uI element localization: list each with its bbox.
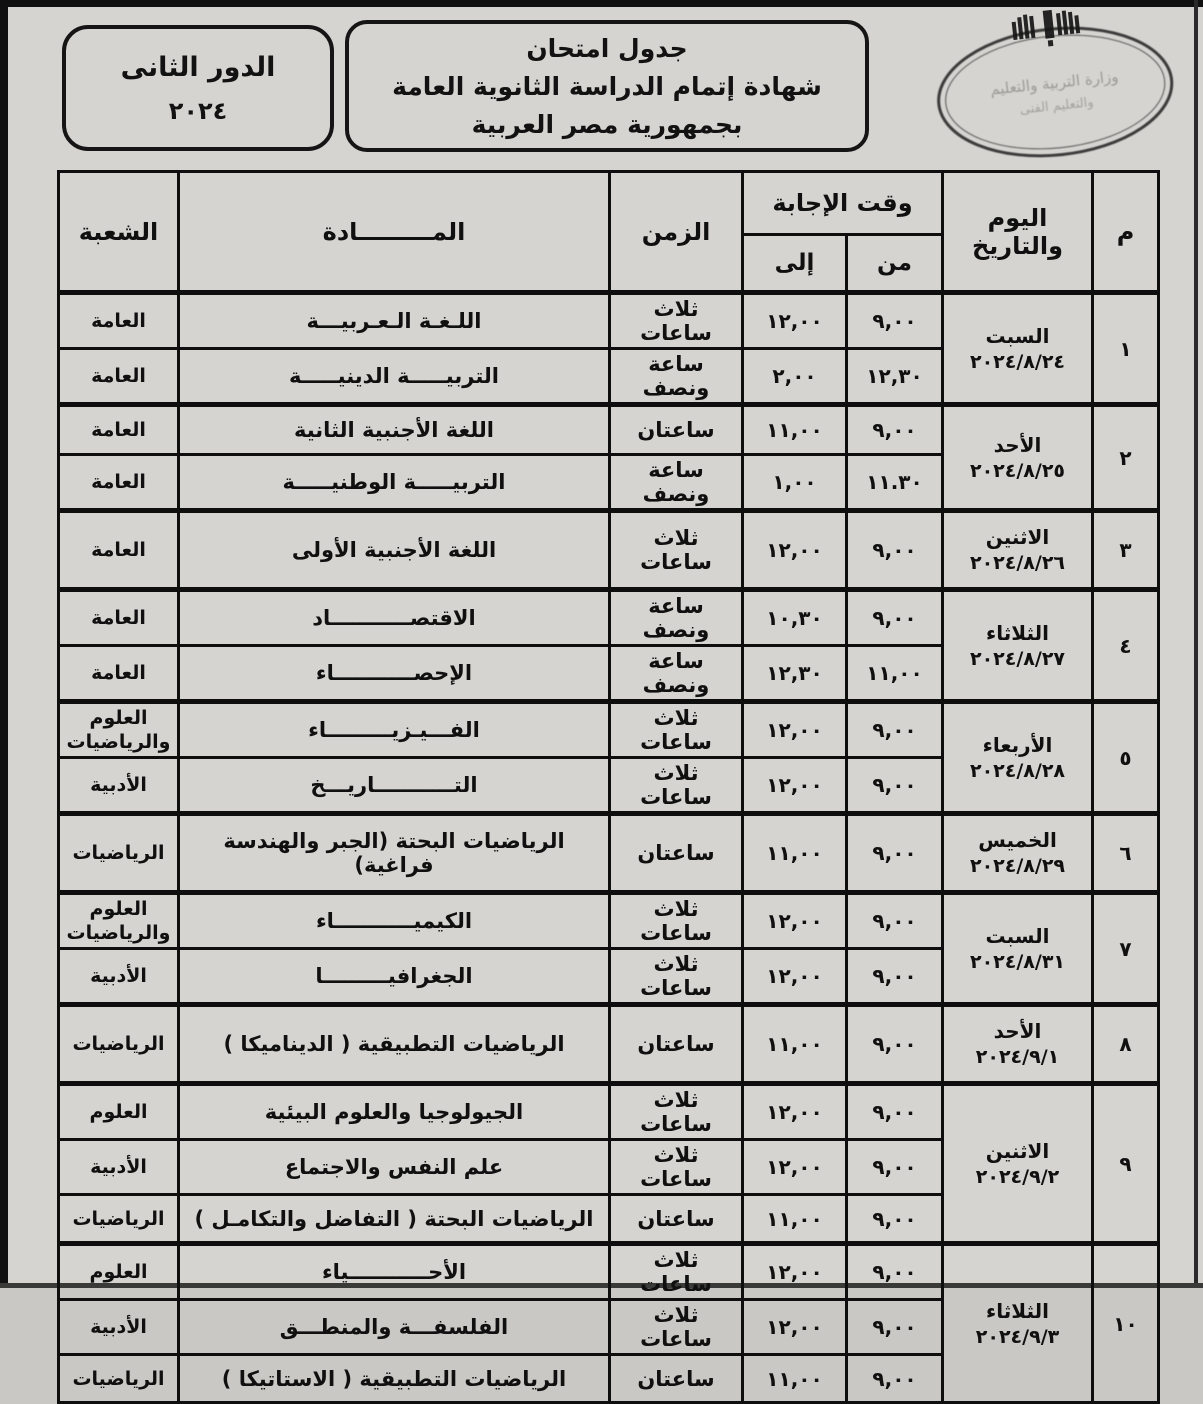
time-from-cell: ٩,٠٠ — [847, 590, 943, 646]
page-subtitle-2: بجمهورية مصر العربية — [471, 109, 743, 139]
duration-cell: ثلاث ساعات — [610, 511, 743, 590]
table-row — [59, 590, 1159, 646]
time-to-cell: ١٢,٠٠ — [743, 893, 847, 949]
duration-cell: ساعة ونصف — [610, 646, 743, 702]
branch-cell: العلوم والرياضيات — [59, 702, 179, 758]
time-from-cell: ٩,٠٠ — [847, 1355, 943, 1403]
row-number: ٧ — [1093, 893, 1159, 1005]
time-to-cell: ١٢,٠٠ — [743, 1244, 847, 1300]
day-name: السبت — [985, 323, 1050, 348]
time-to-cell: ١٢,٠٠ — [743, 702, 847, 758]
row-number: ٦ — [1093, 814, 1159, 893]
subject-cell: الرياضيات التطبيقية ( الاستاتيكا ) — [179, 1355, 610, 1403]
time-to-cell: ١١,٠٠ — [743, 405, 847, 455]
day-date-cell — [943, 1244, 1093, 1403]
row-number: ٢ — [1093, 405, 1159, 511]
exam-date: ٢٠٢٤/٨/٢٤ — [969, 350, 1066, 373]
time-from-cell: ٩,٠٠ — [847, 511, 943, 590]
branch-cell: العامة — [59, 293, 179, 349]
day-date-cell — [943, 1005, 1093, 1084]
branch-cell: العلوم — [59, 1244, 179, 1300]
header-branch: الشعبة — [59, 172, 179, 293]
time-from-cell: ٩,٠٠ — [847, 814, 943, 893]
branch-cell: العامة — [59, 405, 179, 455]
subject-cell: اللغة الأجنبية الأولى — [179, 511, 610, 590]
time-to-cell: ١٢,٣٠ — [743, 646, 847, 702]
time-to-cell: ١٢,٠٠ — [743, 293, 847, 349]
duration-cell: ثلاث ساعات — [610, 949, 743, 1005]
exam-date: ٢٠٢٤/٩/١ — [975, 1046, 1060, 1068]
duration-cell: ثلاث ساعات — [610, 293, 743, 349]
branch-cell: الأدبية — [59, 949, 179, 1005]
branch-cell: العلوم — [59, 1084, 179, 1140]
exam-date: ٢٠٢٤/٨/٣١ — [969, 950, 1066, 973]
day-date-cell — [943, 702, 1093, 814]
seal-inner-text-2: والتعليم الفنى — [1019, 95, 1095, 118]
seal-inner-text-1: وزارة التربية والتعليم — [989, 67, 1120, 99]
duration-cell: ساعتان — [610, 1005, 743, 1084]
day-date-cell — [943, 814, 1093, 893]
table-row — [59, 1244, 1159, 1300]
time-from-cell: ٩,٠٠ — [847, 1195, 943, 1244]
exam-date: ٢٠٢٤/٨/٢٦ — [969, 552, 1066, 574]
round-label: الدور الثانى — [120, 51, 276, 83]
time-from-cell: ٩,٠٠ — [847, 293, 943, 349]
page-title: جدول امتحان — [526, 33, 688, 63]
exam-schedule-table — [57, 170, 1160, 1404]
day-name: الثلاثاء — [986, 620, 1049, 645]
time-from-cell: ٩,٠٠ — [847, 1084, 943, 1140]
duration-cell: ثلاث ساعات — [610, 1300, 743, 1355]
duration-cell: ثلاث ساعات — [610, 893, 743, 949]
time-to-cell: ١١,٠٠ — [743, 1005, 847, 1084]
time-from-cell: ١١,٠٠ — [847, 646, 943, 702]
subject-cell: الإحصـــــــــــاء — [179, 646, 610, 702]
subject-cell: التـــــــــــاريـــخ — [179, 758, 610, 814]
round-year: ٢٠٢٤ — [168, 96, 228, 125]
header-day-date: اليوم والتاريخ — [943, 172, 1093, 293]
branch-cell: الأدبية — [59, 1140, 179, 1195]
time-to-cell: ١٢,٠٠ — [743, 949, 847, 1005]
duration-cell: ساعة ونصف — [610, 590, 743, 646]
time-from-cell: ٩,٠٠ — [847, 1005, 943, 1084]
exam-date: ٢٠٢٤/٨/٢٩ — [969, 855, 1066, 877]
time-to-cell: ١٢,٠٠ — [743, 758, 847, 814]
header-to: إلى — [743, 235, 847, 293]
time-to-cell: ١٢,٠٠ — [743, 1300, 847, 1355]
day-date-cell — [943, 405, 1093, 511]
exam-date: ٢٠٢٤/٨/٢٨ — [969, 759, 1066, 782]
ministry-seal — [920, 6, 1195, 168]
duration-cell: ساعتان — [610, 405, 743, 455]
row-number: ٤ — [1093, 590, 1159, 702]
branch-cell: العامة — [59, 590, 179, 646]
table-row — [59, 814, 1159, 893]
duration-cell: ثلاث ساعات — [610, 758, 743, 814]
day-name: الاثنين — [985, 525, 1050, 549]
branch-cell: الأدبية — [59, 1300, 179, 1355]
day-name: الأحد — [993, 432, 1042, 457]
duration-cell: ثلاث ساعات — [610, 1084, 743, 1140]
exam-date: ٢٠٢٤/٩/٢ — [975, 1165, 1060, 1188]
branch-cell: العامة — [59, 455, 179, 511]
branch-cell: الرياضيات — [59, 814, 179, 893]
subject-cell: التربيـــــة الوطنيـــــة — [179, 455, 610, 511]
day-name: الخميس — [978, 828, 1057, 852]
subject-cell: الجغرافيـــــــــا — [179, 949, 610, 1005]
duration-cell: ساعة ونصف — [610, 349, 743, 405]
time-to-cell: ١,٠٠ — [743, 455, 847, 511]
exam-date: ٢٠٢٤/٨/٢٧ — [969, 647, 1066, 670]
time-to-cell: ١٢,٠٠ — [743, 511, 847, 590]
time-to-cell: ١١,٠٠ — [743, 814, 847, 893]
subject-cell: الفـــيـزيـــــــــاء — [179, 702, 610, 758]
duration-cell: ساعتان — [610, 1355, 743, 1403]
table-row — [59, 893, 1159, 949]
eagle-icon — [1011, 7, 1081, 50]
time-from-cell: ١١.٣٠ — [847, 455, 943, 511]
time-from-cell: ٩,٠٠ — [847, 949, 943, 1005]
branch-cell: العامة — [59, 511, 179, 590]
page-subtitle: شهادة إتمام الدراسة الثانوية العامة — [392, 71, 822, 101]
day-name: السبت — [985, 923, 1050, 948]
duration-cell: ساعتان — [610, 1195, 743, 1244]
table-row — [59, 511, 1159, 590]
time-to-cell: ١٠,٣٠ — [743, 590, 847, 646]
subject-cell: علم النفس والاجتماع — [179, 1140, 610, 1195]
duration-cell: ساعة ونصف — [610, 455, 743, 511]
row-number: ٩ — [1093, 1084, 1159, 1244]
subject-cell: الرياضيات البحتة (الجبر والهندسة فراغية) — [179, 814, 610, 893]
table-row — [59, 405, 1159, 455]
time-to-cell: ١١,٠٠ — [743, 1355, 847, 1403]
day-name: الأحد — [993, 1019, 1042, 1043]
duration-cell: ثلاث ساعات — [610, 1140, 743, 1195]
subject-cell: التربيـــــة الدينيـــــة — [179, 349, 610, 405]
schedule-body — [59, 293, 1159, 1403]
header-from: من — [847, 235, 943, 293]
table-row — [59, 702, 1159, 758]
day-date-cell — [943, 893, 1093, 1005]
row-number: ١ — [1093, 293, 1159, 405]
branch-cell: الرياضيات — [59, 1355, 179, 1403]
exam-date: ٢٠٢٤/٨/٢٥ — [969, 459, 1066, 482]
duration-cell: ساعتان — [610, 814, 743, 893]
subject-cell: الأحـــــــــــياء — [179, 1244, 610, 1300]
row-number: ١٠ — [1093, 1244, 1159, 1403]
table-row — [59, 1005, 1159, 1084]
subject-cell: الرياضيات البحتة ( التفاضل والتكامـل ) — [179, 1195, 610, 1244]
second-round-box — [62, 25, 334, 151]
subject-cell: الجيولوجيا والعلوم البيئية — [179, 1084, 610, 1140]
header-number: م — [1093, 172, 1159, 293]
table-row — [59, 293, 1159, 349]
branch-cell: الرياضيات — [59, 1005, 179, 1084]
day-date-cell — [943, 293, 1093, 405]
time-from-cell: ٩,٠٠ — [847, 405, 943, 455]
subject-cell: اللـغـة الـعـربيـــة — [179, 293, 610, 349]
subject-cell: اللغة الأجنبية الثانية — [179, 405, 610, 455]
subject-cell: الرياضيات التطبيقية ( الديناميكا ) — [179, 1005, 610, 1084]
row-number: ٣ — [1093, 511, 1159, 590]
time-to-cell: ١٢,٠٠ — [743, 1140, 847, 1195]
day-date-cell — [943, 1084, 1093, 1244]
branch-cell: العامة — [59, 646, 179, 702]
time-from-cell: ١٢,٣٠ — [847, 349, 943, 405]
duration-cell: ثلاث ساعات — [610, 702, 743, 758]
header-subject: المـــــــــادة — [179, 172, 610, 293]
subject-cell: الفلسفـــة والمنطـــق — [179, 1300, 610, 1355]
row-number: ٨ — [1093, 1005, 1159, 1084]
row-number: ٥ — [1093, 702, 1159, 814]
day-name: الاثنين — [985, 1138, 1050, 1163]
time-from-cell: ٩,٠٠ — [847, 702, 943, 758]
branch-cell: العامة — [59, 349, 179, 405]
subject-cell: الكيميـــــــــــاء — [179, 893, 610, 949]
time-from-cell: ٩,٠٠ — [847, 893, 943, 949]
day-name: الأربعاء — [982, 732, 1053, 757]
subject-cell: الاقتصـــــــــــاد — [179, 590, 610, 646]
time-to-cell: ١٢,٠٠ — [743, 1084, 847, 1140]
table-row — [59, 1084, 1159, 1140]
branch-cell: الرياضيات — [59, 1195, 179, 1244]
title-box — [345, 20, 869, 152]
time-to-cell: ٢,٠٠ — [743, 349, 847, 405]
page-edge-left — [0, 0, 8, 1288]
time-from-cell: ٩,٠٠ — [847, 758, 943, 814]
header-answer-time: وقت الإجابة — [743, 172, 943, 235]
day-date-cell — [943, 590, 1093, 702]
page-edge-right — [1194, 0, 1198, 1288]
day-name: الثلاثاء — [986, 1298, 1049, 1323]
branch-cell: الأدبية — [59, 758, 179, 814]
time-to-cell: ١١,٠٠ — [743, 1195, 847, 1244]
duration-cell: ثلاث ساعات — [610, 1244, 743, 1300]
day-date-cell — [943, 511, 1093, 590]
time-from-cell: ٩,٠٠ — [847, 1300, 943, 1355]
exam-date: ٢٠٢٤/٩/٣ — [975, 1325, 1060, 1348]
header-duration: الزمن — [610, 172, 743, 293]
branch-cell: العلوم والرياضيات — [59, 893, 179, 949]
time-from-cell: ٩,٠٠ — [847, 1140, 943, 1195]
time-from-cell: ٩,٠٠ — [847, 1244, 943, 1300]
